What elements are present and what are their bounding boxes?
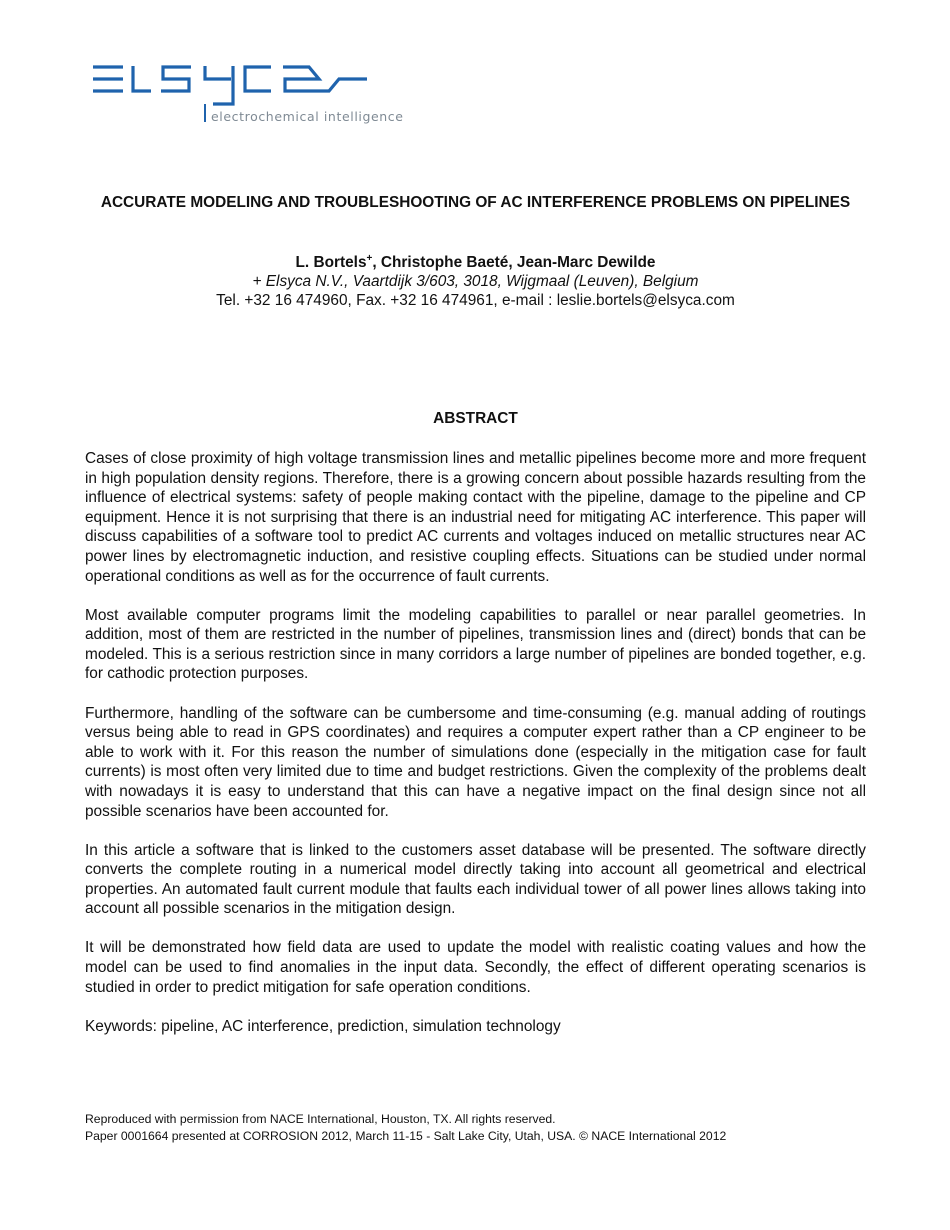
contact-info: Tel. +32 16 474960, Fax. +32 16 474961, e-mail : leslie.bortels@elsyca.com	[216, 292, 735, 309]
logo-tagline: electrochemical intelligence	[211, 109, 404, 124]
first-author: L. Bortels	[295, 254, 367, 271]
author-list	[85, 253, 866, 272]
footer-permission: Reproduced with permission from NACE International, Houston, TX. All rights reserved.	[85, 1112, 556, 1126]
keywords: Keywords: pipeline, AC interference, prediction, simulation technology	[85, 1017, 561, 1035]
abstract-body	[85, 449, 866, 1036]
affiliation-mark: +	[366, 253, 373, 264]
elsyca-logo	[93, 60, 413, 130]
abstract-paragraph-1: Cases of close proximity of high voltage transmission lines and metallic pipelines become more and more frequent in high population density regions. Therefore, there is a growing concern about possible hazards resulting from the influence of electrical systems: safety of people making contact with the pipeline, damage to the pipeline and CP equipment. Hence it is not surprising that there is an industrial need for mitigating AC interference. This paper will discuss capabilities of a software tool to predict AC currents and voltages induced on metallic structures near AC power lines by electromagnetic induction, and resistive coupling effects. Situations can be studied under normal operational conditions as well as for the occurrence of fault currents.	[85, 450, 866, 585]
abstract-paragraph-5: It will be demonstrated how field data are used to update the model with realistic coating values and how the model can be used to find anomalies in the input data. Secondly, the effect of different operating scenarios is studied in order to predict mitigation for safe operation conditions.	[85, 939, 866, 996]
paper-title: ACCURATE MODELING AND TROUBLESHOOTING OF AC INTERFERENCE PROBLEMS ON PIPELINES	[100, 194, 851, 211]
footer-citation: Paper 0001664 presented at CORROSION 2012, March 11-15 - Salt Lake City, Utah, USA. © NACE International 2012	[85, 1128, 727, 1143]
other-authors: , Christophe Baeté, Jean-Marc Dewilde	[372, 254, 656, 271]
copyright-footer	[85, 1111, 866, 1144]
affiliation: + Elsyca N.V., Vaartdijk 3/603, 3018, Wijgmaal (Leuven), Belgium	[252, 273, 699, 290]
abstract-paragraph-2: Most available computer programs limit the modeling capabilities to parallel or near parallel geometries. In addition, most of them are restricted in the number of pipelines, transmission lines and (direct) bonds that can be modeled. This is a serious restriction since in many corridors a large number of pipelines are bonded together, e.g. for cathodic protection purposes.	[85, 606, 866, 683]
abstract-heading: ABSTRACT	[433, 410, 518, 427]
abstract-paragraph-4: In this article a software that is linked to the customers asset database will be presented. The software directly converts the complete routing in a numerical model directly taking into account all geometrical and electrical properties. An automated fault current module that faults each individual tower of all power lines allows taking into account all possible scenarios in the mitigation design.	[85, 841, 866, 918]
abstract-paragraph-3: Furthermore, handling of the software can be cumbersome and time-consuming (e.g. manual adding of routings versus being able to read in GPS coordinates) and requires a computer expert rather than a CP engineer to be able to work with it. For this reason the number of simulations done (especially in the mitigation case for fault currents) is most often very limited due to time and budget restrictions. Given the complexity of the problems dealt with nowadays it is easy to understand that this can have a negative impact on the final design since not all possible scenarios have been accounted for.	[85, 704, 866, 820]
